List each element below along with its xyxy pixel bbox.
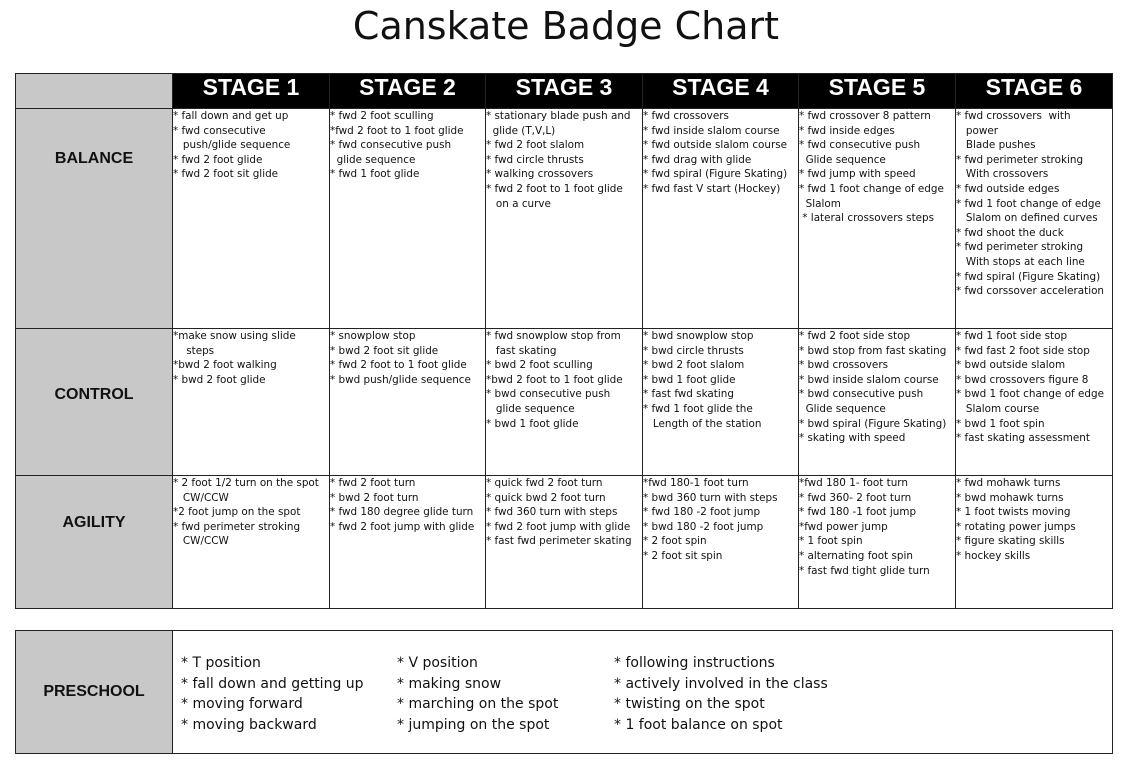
cell-item: * fwd 1 foot glide the <box>643 402 753 415</box>
cell-item: * fwd perimeter stroking <box>173 520 301 533</box>
preschool-item: * making snow <box>397 675 502 692</box>
balance-stage-2-cell <box>330 109 486 329</box>
preschool-item: * following instructions <box>614 655 775 671</box>
balance-stage-3-cell <box>486 109 643 329</box>
cell-item: * fwd circle thrusts <box>486 153 584 166</box>
preschool-item: * fall down and getting up <box>181 675 364 692</box>
stage-5-header: STAGE 5 <box>799 74 956 109</box>
cell-item: * fwd outside slalom course <box>643 139 788 152</box>
balance-stage-4-cell <box>643 109 799 329</box>
cell-item: * fwd corssover acceleration <box>956 285 1105 298</box>
preschool-item: * twisting on the spot <box>614 696 765 712</box>
cell-item: * fwd drag with glide <box>643 153 752 166</box>
control-stage-3-cell <box>486 329 643 476</box>
cell-item: *bwd 2 foot walking <box>173 359 277 372</box>
cell-item: * fwd spiral (Figure Skating) <box>956 270 1101 283</box>
cell-item: * bwd 2 foot turn <box>330 491 419 504</box>
cell-item: * bwd mohawk turns <box>956 491 1064 504</box>
cell-item: * hockey skills <box>956 549 1031 562</box>
agility-stage-3-cell <box>486 476 643 609</box>
cell-item: * fwd 2 foot to 1 foot glide <box>486 182 623 195</box>
preschool-item: * 1 foot balance on spot <box>614 716 783 733</box>
cell-item: * fwd 2 foot to 1 foot glide <box>330 359 467 372</box>
cell-item: Glide sequence <box>799 153 886 166</box>
header-row <box>16 74 1113 109</box>
cell-item: * fwd 2 foot glide <box>173 153 263 166</box>
cell-item: * fwd inside slalom course <box>643 124 780 137</box>
header-corner <box>16 74 173 109</box>
preschool-column-2 <box>397 653 558 735</box>
cell-item: * fwd crossovers <box>643 110 729 122</box>
control-label-text: CONTROL <box>54 386 134 403</box>
cell-item: * bwd 2 foot sit glide <box>330 344 439 357</box>
cell-item: * fwd 2 foot slalom <box>486 139 585 152</box>
cell-item: * fwd 180 -1 foot jump <box>799 506 917 519</box>
cell-item: * fwd 2 foot side stop <box>799 330 911 342</box>
cell-item: CW/CCW <box>173 491 229 504</box>
cell-item: power <box>956 124 999 137</box>
badge-chart-table <box>15 73 1113 609</box>
cell-item: * walking crossovers <box>486 168 594 181</box>
cell-item: * bwd crossovers <box>799 359 889 372</box>
preschool-column-3 <box>614 653 828 735</box>
control-stage-6-cell <box>956 329 1113 476</box>
cell-item: *fwd 180 1- foot turn <box>799 477 908 489</box>
preschool-column-1 <box>181 653 364 735</box>
stage-2-header: STAGE 2 <box>330 74 486 109</box>
page-title: Canskate Badge Chart <box>352 4 780 48</box>
cell-item: * fwd spiral (Figure Skating) <box>643 168 788 181</box>
cell-item: With crossovers <box>956 168 1049 181</box>
cell-item: * lateral crossovers steps <box>799 212 935 225</box>
cell-item: * fast fwd skating <box>643 388 734 401</box>
stage-1-header: STAGE 1 <box>173 74 330 109</box>
cell-item: Glide sequence <box>799 402 886 415</box>
cell-item: * bwd consecutive push <box>799 388 924 401</box>
control-stage-5-cell <box>799 329 956 476</box>
agility-stage-5-cell <box>799 476 956 609</box>
cell-item: * quick bwd 2 foot turn <box>486 491 606 504</box>
cell-item: * fwd 2 foot turn <box>330 477 416 489</box>
cell-item: * quick fwd 2 foot turn <box>486 477 603 489</box>
cell-item: * fast fwd tight glide turn <box>799 564 930 577</box>
cell-item: * fwd consecutive push <box>330 139 452 152</box>
control-stage-2-cell <box>330 329 486 476</box>
cell-item: * fast fwd perimeter skating <box>486 535 632 548</box>
cell-item: * fwd 2 foot jump with glide <box>330 520 475 533</box>
stage-4-header: STAGE 4 <box>643 74 799 109</box>
agility-stage-6-cell <box>956 476 1113 609</box>
preschool-item: * actively involved in the class <box>614 675 828 692</box>
cell-item: *fwd 2 foot to 1 foot glide <box>330 124 464 137</box>
cell-item: * fwd perimeter stroking <box>956 241 1084 254</box>
cell-item: * bwd 2 foot glide <box>173 373 266 386</box>
agility-stage-2-cell <box>330 476 486 609</box>
cell-item: * bwd consecutive push <box>486 388 611 401</box>
cell-item: * 2 foot 1/2 turn on the spot <box>173 477 319 489</box>
cell-item: * fwd 1 foot side stop <box>956 330 1068 342</box>
cell-item: * bwd 180 -2 foot jump <box>643 520 764 533</box>
balance-stage-5-cell <box>799 109 956 329</box>
cell-item: glide sequence <box>330 153 416 166</box>
cell-item: glide sequence <box>486 402 575 415</box>
cell-item: * bwd spiral (Figure Skating) <box>799 417 947 430</box>
stage-6-header: STAGE 6 <box>956 74 1113 109</box>
cell-item: * alternating foot spin <box>799 549 913 562</box>
cell-item: * bwd snowplow stop <box>643 330 754 342</box>
balance-stage-1-cell <box>173 109 330 329</box>
cell-item: Slalom on defined curves <box>956 212 1098 225</box>
cell-item: * fwd 2 foot jump with glide <box>486 520 631 533</box>
cell-item: * bwd push/glide sequence <box>330 373 471 386</box>
preschool-content <box>173 631 1113 754</box>
control-stage-1-cell <box>173 329 330 476</box>
cell-item: Slalom course <box>956 402 1040 415</box>
cell-item: * 1 foot spin <box>799 535 863 548</box>
cell-item: on a curve <box>486 197 551 210</box>
cell-item: * bwd circle thrusts <box>643 344 744 357</box>
cell-item: * fwd 1 foot glide <box>330 168 420 181</box>
agility-stage-4-cell <box>643 476 799 609</box>
cell-item: * fwd fast 2 foot side stop <box>956 344 1090 357</box>
cell-item: * fwd crossover 8 pattern <box>799 110 931 122</box>
cell-item: * fwd crossovers with <box>956 110 1071 122</box>
stage-3-header: STAGE 3 <box>486 74 643 109</box>
control-stage-4-cell <box>643 329 799 476</box>
cell-item: * fwd 360 turn with steps <box>486 506 618 519</box>
agility-row <box>16 476 1113 609</box>
cell-item: * bwd 1 foot change of edge <box>956 388 1104 401</box>
cell-item: * fwd mohawk turns <box>956 477 1061 489</box>
cell-item: * fwd 180 degree glide turn <box>330 506 474 519</box>
cell-item: *make snow using slide <box>173 330 296 342</box>
balance-label-text: BALANCE <box>54 150 134 167</box>
cell-item: * bwd 1 foot spin <box>956 417 1045 430</box>
cell-item: * bwd crossovers figure 8 <box>956 373 1089 386</box>
cell-item: Length of the station <box>643 417 762 430</box>
cell-item: * fwd 1 foot change of edge <box>956 197 1101 210</box>
cell-item: * fwd perimeter stroking <box>956 153 1084 166</box>
cell-item: * fwd 2 foot sculling <box>330 110 434 122</box>
cell-item: * fwd consecutive <box>173 124 266 137</box>
cell-item: * fwd 1 foot change of edge <box>799 182 944 195</box>
cell-item: With stops at each line <box>956 255 1085 268</box>
preschool-item: * moving forward <box>181 696 303 712</box>
preschool-row-label: PRESCHOOL <box>16 631 173 754</box>
cell-item: Slalom <box>799 197 841 210</box>
cell-item: * fwd snowplow stop from <box>486 330 621 342</box>
cell-item: Blade pushes <box>956 139 1036 152</box>
cell-item: * bwd outside slalom <box>956 359 1066 372</box>
cell-item: * 2 foot spin <box>643 535 707 548</box>
balance-row <box>16 109 1113 329</box>
cell-item: * bwd 360 turn with steps <box>643 491 778 504</box>
cell-item: * fast skating assessment <box>956 432 1090 445</box>
preschool-table <box>15 630 1113 754</box>
cell-item: * bwd inside slalom course <box>799 373 939 386</box>
control-row <box>16 329 1113 476</box>
agility-stage-1-cell <box>173 476 330 609</box>
cell-item: steps <box>173 344 215 357</box>
preschool-item: * marching on the spot <box>397 696 559 712</box>
cell-item: * fwd 360- 2 foot turn <box>799 491 912 504</box>
cell-item: * bwd 2 foot sculling <box>486 359 593 372</box>
preschool-row <box>16 631 1113 754</box>
cell-item: * fwd shoot the duck <box>956 226 1064 239</box>
cell-item: * rotating power jumps <box>956 520 1076 533</box>
cell-item: * fwd consecutive push <box>799 139 921 152</box>
cell-item: * stationary blade push and <box>486 110 631 122</box>
agility-label-text: AGILITY <box>62 514 126 531</box>
preschool-item: * T position <box>181 655 261 671</box>
balance-row-label <box>16 109 173 329</box>
agility-row-label <box>16 476 173 609</box>
cell-item: fast skating <box>486 344 557 357</box>
preschool-item: * jumping on the spot <box>397 716 550 733</box>
cell-item: * skating with speed <box>799 432 906 445</box>
cell-item: * fwd fast V start (Hockey) <box>643 182 781 195</box>
cell-item: *fwd 180-1 foot turn <box>643 477 749 489</box>
cell-item: * bwd stop from fast skating <box>799 344 947 357</box>
cell-item: * fwd 180 -2 foot jump <box>643 506 761 519</box>
cell-item: *bwd 2 foot to 1 foot glide <box>486 373 623 386</box>
cell-item: *2 foot jump on the spot <box>173 506 301 519</box>
cell-item: push/glide sequence <box>173 139 291 152</box>
balance-stage-6-cell <box>956 109 1113 329</box>
cell-item: * fwd outside edges <box>956 182 1060 195</box>
cell-item: glide (T,V,L) <box>486 124 556 137</box>
cell-item: * bwd 1 foot glide <box>643 373 736 386</box>
cell-item: * 1 foot twists moving <box>956 506 1071 519</box>
cell-item: * snowplow stop <box>330 330 416 342</box>
preschool-item: * V position <box>397 655 478 671</box>
cell-item: * 2 foot sit spin <box>643 549 723 562</box>
preschool-item: * moving backward <box>181 716 317 733</box>
cell-item: * fwd inside edges <box>799 124 895 137</box>
cell-item: * fall down and get up <box>173 110 289 122</box>
control-row-label <box>16 329 173 476</box>
cell-item: * bwd 2 foot slalom <box>643 359 745 372</box>
cell-item: * fwd 2 foot sit glide <box>173 168 279 181</box>
cell-item: * fwd jump with speed <box>799 168 916 181</box>
cell-item: * figure skating skills <box>956 535 1065 548</box>
cell-item: * bwd 1 foot glide <box>486 417 579 430</box>
cell-item: *fwd power jump <box>799 520 888 533</box>
cell-item: CW/CCW <box>173 535 229 548</box>
